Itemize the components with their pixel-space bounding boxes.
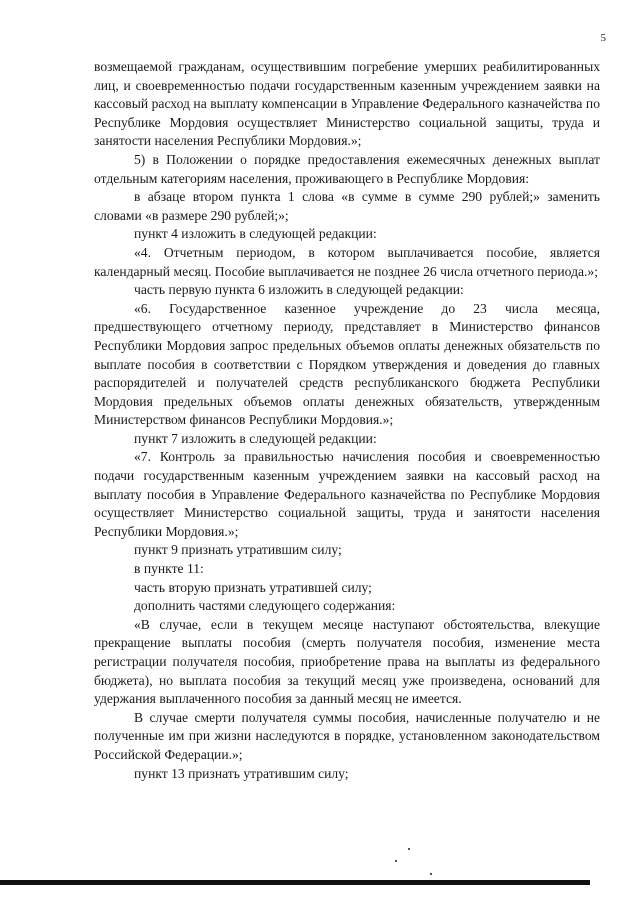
paragraph-15: пункт 13 признать утратившим силу; — [134, 765, 349, 781]
paragraph-2: в абзаце втором пункта 1 слова «в сумме в сумме 290 рублей;» заменить словами «в размере 290 рублей;»; — [94, 189, 600, 223]
document-body — [94, 58, 600, 783]
paragraph-13: «В случае, если в текущем месяце наступают обстоятельства, влекущие прекращение выплаты пособия (смерть получателя пособия, изменение места регистрации получателя пособия, приобретение права на выплаты из федерального бюджета), но выплата пособия за текущий месяц уже произведена, оснований для удержания выплаченного пособия за данный месяц не имеется. — [94, 616, 600, 707]
paragraph-8: «7. Контроль за правильностью начисления пособия и своевременностью подачи государственным казенным учреждением заявки на кассовый расход на выплату пособия в Управление Федерального казначейства по Республике Мордовия осуществляет Министерство социальной защиты, труда и занятости населения Республики Мордовия.»; — [94, 449, 600, 539]
paragraph-5: часть первую пункта 6 изложить в следующей редакции: — [134, 282, 464, 298]
paragraph-4: «4. Отчетным периодом, в котором выплачивается пособие, является календарный месяц. Пособие выплачивается не позднее 26 числа отчетного периода.»; — [94, 244, 600, 279]
paragraph-3: пункт 4 изложить в следующей редакции: — [134, 226, 377, 242]
paragraph-1: 5) в Положении о порядке предоставления ежемесячных денежных выплат отдельным категориям населения, проживающего в Республике Мордовия: — [94, 151, 600, 186]
paragraph-14: В случае смерти получателя суммы пособия, начисленные получателю и не полученные им при жизни наследуются в порядке, установленном законодательством Российской Федерации.»; — [94, 709, 600, 762]
scan-artifact — [408, 848, 410, 850]
paragraph-10: в пункте 11: — [134, 561, 204, 577]
paragraph-9: пункт 9 признать утратившим силу; — [134, 542, 342, 558]
scan-artifact — [430, 873, 432, 875]
paragraph-7: пункт 7 изложить в следующей редакции: — [134, 430, 377, 446]
paragraph-0: возмещаемой гражданам, осуществившим погребение умерших реабилитированных лиц, и своевременностью подачи государственным казенным учреждением заявки на кассовый расход на выплату компенсации в Управление Федерального казначейства по Республике Мордовия осуществляет Министерство социальной защиты, труда и занятости населения Республики Мордовия.»; — [94, 59, 600, 149]
scan-edge-line — [0, 880, 590, 885]
paragraph-12: дополнить частями следующего содержания: — [134, 598, 396, 614]
page-number: 5 — [600, 32, 606, 44]
paragraph-11: часть вторую признать утратившей силу; — [134, 579, 372, 595]
paragraph-6: «6. Государственное казенное учреждение до 23 числа месяца, предшествующего отчетному периоду, представляет в Министерство финансов Республики Мордовия запрос предельных объемов оплаты денежных обязательств по выплате пособия в соответствии с Порядком утверждения и доведения до главных распорядителей и получателей средств республиканского бюджета Республики Мордовия предельных объемов оплаты денежных обязательств, утвержденным Министерством финансов Республики Мордовия.»; — [94, 300, 600, 428]
scan-artifact — [395, 860, 397, 862]
